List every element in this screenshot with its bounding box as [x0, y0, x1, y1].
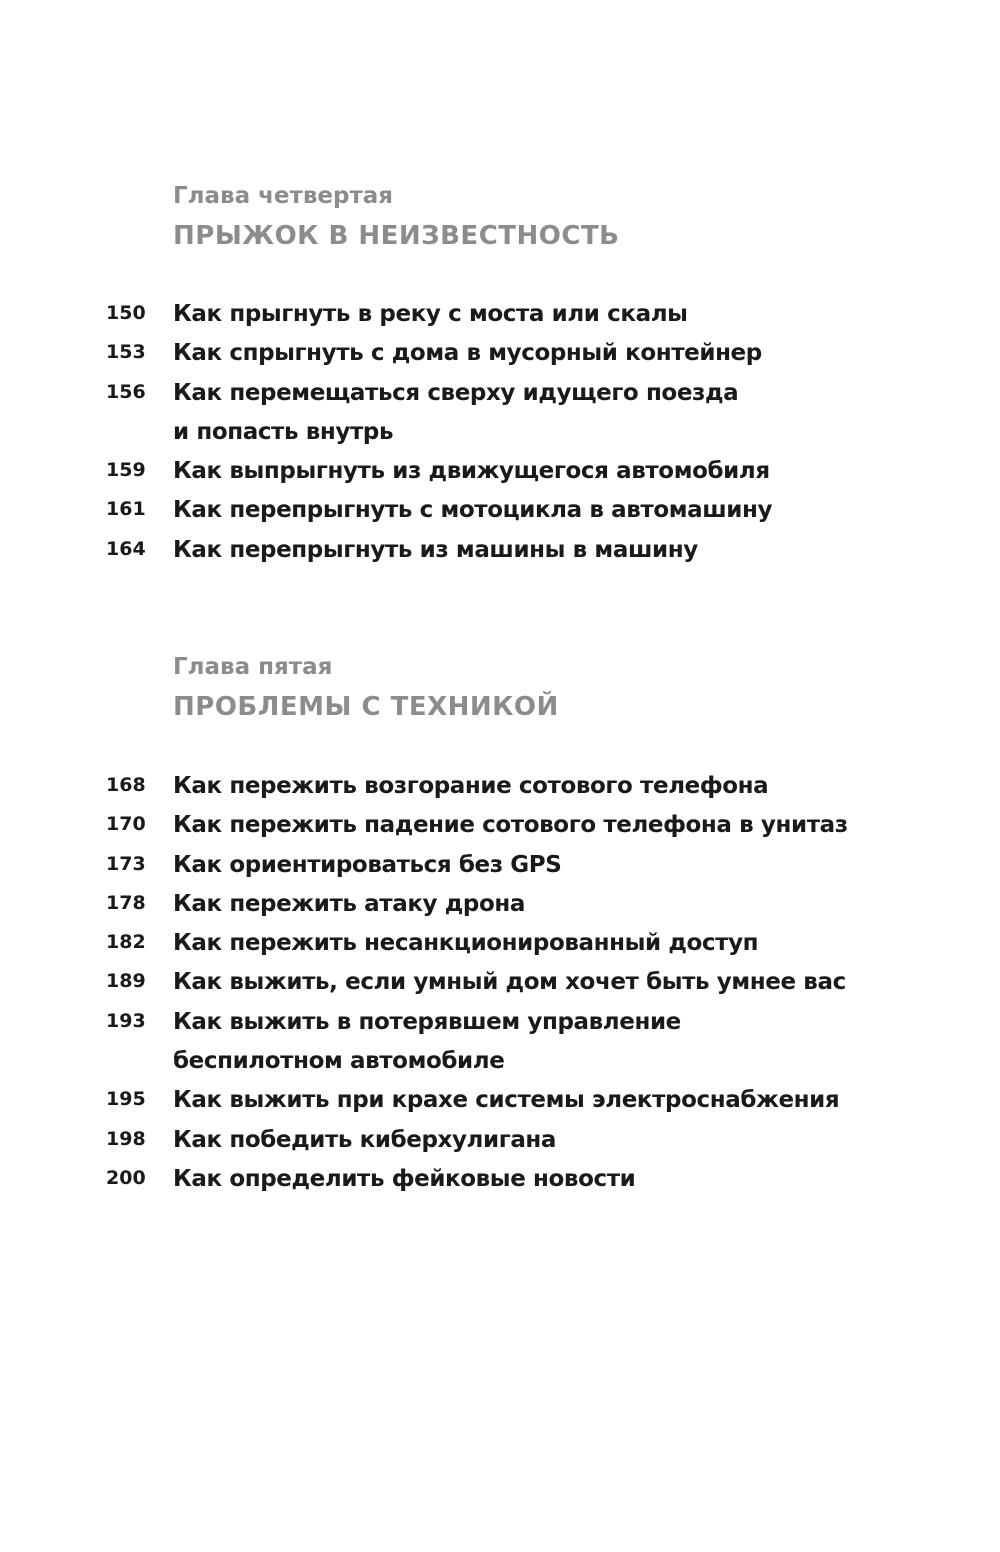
entry-title-line: Как выжить, если умный дом хочет быть умнее вас: [173, 969, 846, 996]
page-number: 156: [106, 380, 146, 403]
entry-title-line: и попасть внутрь: [173, 418, 394, 445]
entry-title-line: Как победить киберхулигана: [173, 1126, 557, 1153]
toc-entry[interactable]: [0, 1081, 1000, 1120]
toc-list: [0, 767, 1000, 1199]
entry-title-line: Как пережить падение сотового телефона в унитаз: [173, 812, 848, 839]
entry-title: [173, 491, 873, 530]
entry-title-line: Как выпрыгнуть из движущегося автомобиля: [173, 458, 770, 485]
page-number: 193: [106, 1009, 146, 1032]
entry-title-line: Как пережить атаку дрона: [173, 890, 526, 917]
entry-title-line: Как определить фейковые новости: [173, 1165, 636, 1192]
entry-title: [173, 1081, 873, 1120]
entry-title: [173, 334, 873, 373]
chapter-label: Глава пятая: [173, 654, 333, 680]
toc-entry[interactable]: [0, 846, 1000, 885]
toc-entry[interactable]: [0, 531, 1000, 570]
entry-title-line: Как перепрыгнуть из машины в машину: [173, 536, 698, 563]
toc-entry[interactable]: [0, 806, 1000, 845]
toc-entry[interactable]: [0, 452, 1000, 491]
entry-title: [173, 1160, 873, 1199]
entry-title-line: беспилотном автомобиле: [173, 1048, 505, 1075]
page-number: 168: [106, 774, 146, 796]
entry-title: [173, 531, 873, 570]
entry-title: [173, 963, 873, 1002]
page-number: 153: [106, 341, 146, 364]
entry-title: [173, 806, 873, 845]
entry-title-line: Как перепрыгнуть с мотоцикла в автомашину: [173, 497, 773, 524]
toc-entry[interactable]: [0, 1003, 1000, 1082]
toc-entry[interactable]: [0, 963, 1000, 1002]
toc-entry[interactable]: [0, 767, 1000, 806]
entry-title: [173, 846, 873, 885]
page-number: 195: [106, 1088, 146, 1111]
toc-entry[interactable]: [0, 924, 1000, 963]
entry-title-line: Как выжить при крахе системы электроснабжения: [173, 1087, 840, 1114]
entry-title-line: Как пережить несанкционированный доступ: [173, 930, 759, 957]
entry-title-line: Как спрыгнуть с дома в мусорный контейнер: [173, 340, 762, 367]
entry-title: [173, 767, 873, 806]
entry-title-line: Как выжить в потерявшем управление: [173, 1008, 681, 1035]
entry-title-line: Как пережить возгорание сотового телефона: [173, 773, 769, 799]
entry-title-line: Как прыгнуть в реку с моста или скалы: [173, 301, 688, 327]
toc-entry[interactable]: [0, 885, 1000, 924]
entry-title: [173, 1121, 873, 1160]
entry-title: [173, 924, 873, 963]
page-number: 182: [106, 931, 146, 954]
entry-title-line: Как ориентироваться без GPS: [173, 851, 562, 878]
page-number: 150: [106, 302, 146, 324]
page-number: 178: [106, 891, 146, 914]
page-number: 161: [106, 498, 146, 521]
entry-title-line: Как перемещаться сверху идущего поезда: [173, 379, 739, 406]
chapter-title: ПРОБЛЕМЫ С ТЕХНИКОЙ: [173, 692, 559, 722]
toc-list: [0, 295, 1000, 570]
chapter-title: ПРЫЖОК В НЕИЗВЕСТНОСТЬ: [173, 221, 620, 251]
toc-entry[interactable]: [0, 295, 1000, 334]
entry-title: [173, 1003, 873, 1082]
page-number: 198: [106, 1127, 146, 1150]
entry-title: [173, 295, 873, 334]
entry-title: [173, 452, 873, 491]
toc-entry[interactable]: [0, 1121, 1000, 1160]
chapter-label: Глава четвертая: [173, 183, 394, 209]
page-number: 189: [106, 970, 146, 993]
toc-entry[interactable]: [0, 1160, 1000, 1199]
page-number: 164: [106, 537, 146, 560]
entry-title: [173, 374, 873, 453]
toc-entry[interactable]: [0, 491, 1000, 530]
toc-entry[interactable]: [0, 334, 1000, 373]
page-number: 159: [106, 459, 146, 482]
page-number: 170: [106, 813, 146, 836]
entry-title: [173, 885, 873, 924]
page-number: 200: [106, 1166, 146, 1189]
toc-entry[interactable]: [0, 374, 1000, 453]
page-number: 173: [106, 852, 146, 875]
